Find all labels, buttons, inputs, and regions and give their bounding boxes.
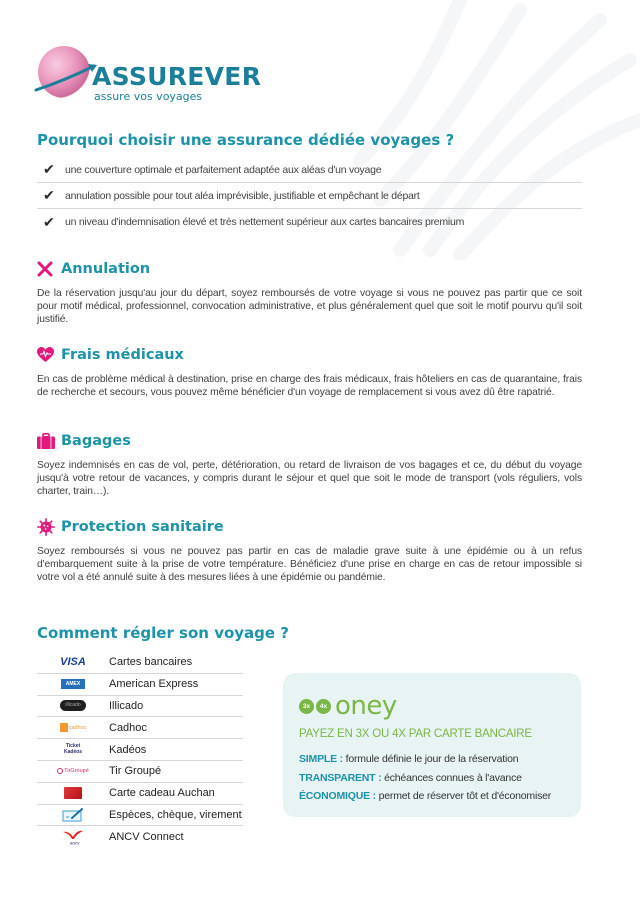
section-body: En cas de problème médical à destination, prise en charge des frais médicaux, frais hôteliers en cas de quarantaine, frais de recherche et secours, vous pouvez même bénéficier d'un voyage de remplacement si vous avez dû être rapatrié. bbox=[37, 374, 582, 398]
assurever-logo bbox=[34, 44, 262, 104]
section-bagages bbox=[37, 430, 582, 498]
oney-headline: PAYEZ EN 3X OU 4X PAR CARTE BANCAIRE bbox=[299, 728, 532, 740]
oney-benefit-value: formule définie le jour de la réservation bbox=[345, 753, 519, 765]
why-list bbox=[37, 157, 582, 235]
payment-method-tir-groupe bbox=[37, 761, 243, 783]
oney-benefit-key: SIMPLE : bbox=[299, 753, 343, 765]
payment-method-auchan bbox=[37, 783, 243, 805]
payment-method-label: Carte cadeau Auchan bbox=[109, 787, 215, 800]
section-frais-medicaux bbox=[37, 344, 582, 400]
why-item-text: une couverture optimale et parfaitement adaptée aux aléas d'un voyage bbox=[65, 163, 382, 176]
section-title: Frais médicaux bbox=[61, 347, 184, 363]
check-icon: ✔ bbox=[43, 187, 55, 203]
payment-methods-list bbox=[37, 652, 243, 848]
oney-benefit-row bbox=[299, 787, 551, 806]
cadhoc-logo: cadhoc bbox=[37, 723, 109, 732]
section-title: Bagages bbox=[61, 433, 131, 449]
why-title: Pourquoi choisir une assurance dédiée voyages ? bbox=[37, 131, 455, 149]
oney-benefit-key: TRANSPARENT : bbox=[299, 771, 382, 784]
why-item bbox=[37, 183, 582, 209]
payment-method-label: ANCV Connect bbox=[109, 831, 184, 844]
oney-4x-badge: 4x bbox=[316, 699, 331, 714]
payment-method-label: Cadhoc bbox=[109, 721, 147, 734]
payment-method-label: Tir Groupé bbox=[109, 765, 162, 778]
oney-benefit-row bbox=[299, 769, 551, 788]
payment-method-cadhoc bbox=[37, 717, 243, 739]
section-body: De la réservation jusqu'au jour du départ, soyez remboursés de votre voyage si vous ne pouvez pas partir que ce soit pour motif médical, professionnel, convocation administrative, et plus généralement quel que soit le motif pourvu qu'il soit justifié. bbox=[37, 288, 582, 325]
section-annulation bbox=[37, 258, 582, 326]
cheque-icon bbox=[37, 808, 109, 822]
payment-method-visa bbox=[37, 652, 243, 674]
why-item-text: un niveau d'indemnisation élevé et très nettement supérieur aux cartes bancaires premium bbox=[65, 216, 465, 228]
cross-icon bbox=[37, 259, 61, 279]
why-item bbox=[37, 157, 582, 183]
payment-method-ancv bbox=[37, 826, 243, 848]
tirgroupe-logo: TirGroupé bbox=[37, 768, 109, 774]
payment-title: Comment régler son voyage ? bbox=[37, 624, 290, 642]
brand-tagline: assure vos voyages bbox=[94, 90, 203, 103]
payment-method-label: Espèces, chèque, virement bbox=[109, 808, 242, 821]
illicado-logo: illicado bbox=[37, 700, 109, 711]
section-body: Soyez remboursés si vous ne pouvez pas partir en cas de maladie grave suite à une épidémie ou à un refus d'embarquement suite à la prise de votre température. Bénéficiez d'une prise en charge en cas de retour impossible si votre vol a été annulé suite à des mesures liées à une épidémie ou pandémie. bbox=[37, 546, 582, 583]
section-body: Soyez indemnisés en cas de vol, perte, détérioration, ou retard de livraison de vos bagages et ce, du début du voyage jusqu'à votre retour de vacances, y compris durant le séjour et quel que soit le mode de transport (vols réguliers, vols charter, train…). bbox=[37, 460, 582, 497]
auchan-card-logo bbox=[37, 787, 109, 799]
oney-benefit-value: permet de réserver tôt et d'économiser bbox=[378, 790, 552, 802]
section-protection-sanitaire bbox=[37, 516, 582, 584]
payment-method-kadeos bbox=[37, 739, 243, 761]
oney-panel bbox=[283, 673, 581, 817]
oney-benefit-value: échéances connues à l'avance bbox=[384, 771, 522, 784]
check-icon: ✔ bbox=[43, 213, 55, 230]
virus-icon bbox=[37, 517, 61, 537]
payment-method-label: Kadéos bbox=[109, 743, 147, 756]
payment-method-illicado bbox=[37, 696, 243, 718]
oney-logo bbox=[299, 693, 397, 719]
section-title: Protection sanitaire bbox=[61, 519, 224, 535]
svg-text:ancv: ancv bbox=[70, 840, 80, 846]
payment-method-label: Cartes bancaires bbox=[109, 656, 193, 669]
brand-name: ASSUREVER bbox=[92, 62, 262, 91]
oney-benefit-key: ÉCONOMIQUE : bbox=[299, 790, 376, 802]
oney-3x-badge: 3x bbox=[299, 699, 314, 714]
payment-method-cash-cheque bbox=[37, 805, 243, 827]
section-title: Annulation bbox=[61, 261, 151, 277]
check-icon: ✔ bbox=[43, 161, 55, 177]
heart-pulse-icon bbox=[37, 345, 61, 365]
ancv-logo bbox=[37, 829, 109, 845]
why-item bbox=[37, 209, 582, 235]
oney-benefit-row bbox=[299, 750, 551, 769]
oney-benefits bbox=[299, 750, 551, 806]
visa-logo: VISA bbox=[60, 656, 86, 669]
suitcase-icon bbox=[37, 431, 61, 451]
payment-method-label: American Express bbox=[109, 678, 199, 691]
oney-wordmark: oney bbox=[335, 691, 397, 721]
why-item-text: annulation possible pour tout aléa imprévisible, justifiable et empêchant le départ bbox=[65, 189, 420, 202]
amex-logo: AMEX bbox=[37, 679, 109, 689]
payment-method-label: Illicado bbox=[109, 699, 144, 712]
kadeos-logo: Ticket Kadéos bbox=[64, 743, 83, 755]
payment-method-amex bbox=[37, 674, 243, 696]
